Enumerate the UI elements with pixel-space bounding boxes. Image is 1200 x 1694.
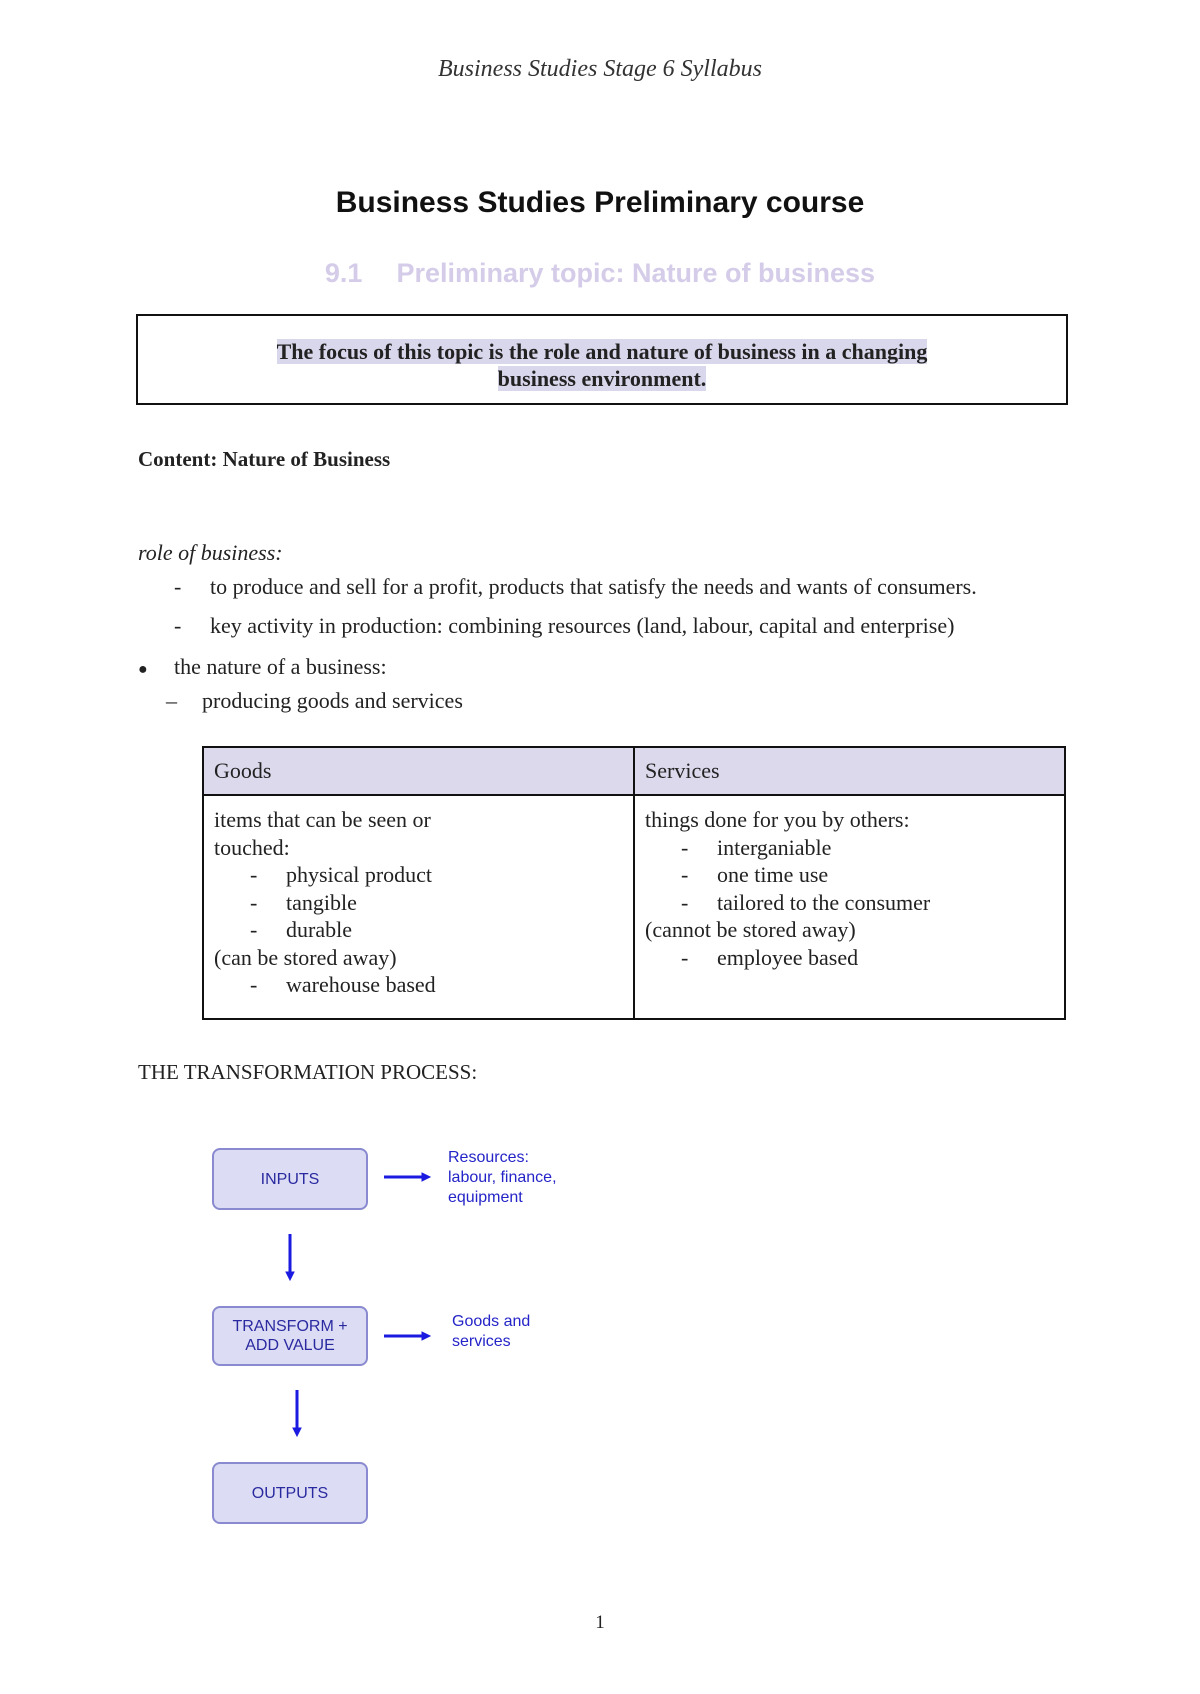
topic-number: 9.1 bbox=[324, 258, 363, 288]
table-header-goods: Goods bbox=[203, 747, 634, 795]
goods-note: (can be stored away) bbox=[214, 944, 397, 970]
goods-intro: items that can be seen or bbox=[214, 807, 431, 832]
role-item-text: key activity in production: combining resources (land, labour, capital and enterprise) bbox=[210, 613, 955, 638]
list-item: - one time use bbox=[681, 862, 829, 887]
transform-label-2: ADD VALUE bbox=[245, 1337, 335, 1354]
page-number: 1 bbox=[595, 1612, 605, 1633]
role-item-text: to produce and sell for a profit, products that satisfy the needs and wants of consumers. bbox=[210, 574, 977, 599]
list-item: - warehouse based bbox=[250, 972, 436, 997]
bullet-icon: ● bbox=[138, 661, 148, 678]
inputs-label: INPUTS bbox=[260, 1170, 320, 1188]
page-title: Business Studies Preliminary course bbox=[335, 186, 865, 219]
dash-icon: - bbox=[174, 574, 182, 599]
transform-label-1: TRANSFORM + bbox=[232, 1318, 348, 1335]
table-header-services: Services bbox=[634, 747, 1065, 795]
list-item: - tailored to the consumer bbox=[681, 889, 931, 915]
resources-label: Resources: labour, finance, equipment bbox=[448, 1149, 557, 1206]
content-heading: Content: Nature of Business bbox=[138, 447, 391, 471]
nature-bullet-text: the nature of a business: bbox=[174, 654, 387, 679]
arrowhead-icon bbox=[286, 1272, 294, 1280]
topic-title: Preliminary topic: Nature of business bbox=[396, 258, 876, 288]
services-note: (cannot be stored away) bbox=[645, 917, 856, 942]
services-intro: things done for you by others: bbox=[645, 807, 910, 832]
role-heading: role of business: bbox=[138, 540, 283, 565]
list-item: - interganiable bbox=[681, 834, 832, 860]
list-item: - employee based bbox=[681, 944, 859, 970]
transformation-heading: THE TRANSFORMATION PROCESS: bbox=[138, 1060, 478, 1084]
focus-line-2: business environment. bbox=[497, 366, 707, 391]
outputs-label: OUTPUTS bbox=[251, 1484, 329, 1502]
arrowhead-icon bbox=[422, 1332, 430, 1340]
list-item: - physical product bbox=[250, 862, 433, 887]
arrowhead-icon bbox=[293, 1428, 301, 1436]
dash-icon: - bbox=[174, 613, 182, 638]
arrowhead-icon bbox=[422, 1173, 430, 1181]
list-item: - tangible bbox=[250, 889, 357, 915]
list-item: - durable bbox=[250, 917, 352, 942]
nature-sub-text: producing goods and services bbox=[202, 688, 463, 713]
goods-services-label: Goods and services bbox=[452, 1313, 531, 1350]
focus-line-1: The focus of this topic is the role and nature of business in a changing bbox=[276, 339, 928, 364]
running-header: Business Studies Stage 6 Syllabus bbox=[438, 56, 762, 82]
goods-intro: touched: bbox=[214, 834, 290, 860]
dash-icon: – bbox=[166, 688, 177, 713]
